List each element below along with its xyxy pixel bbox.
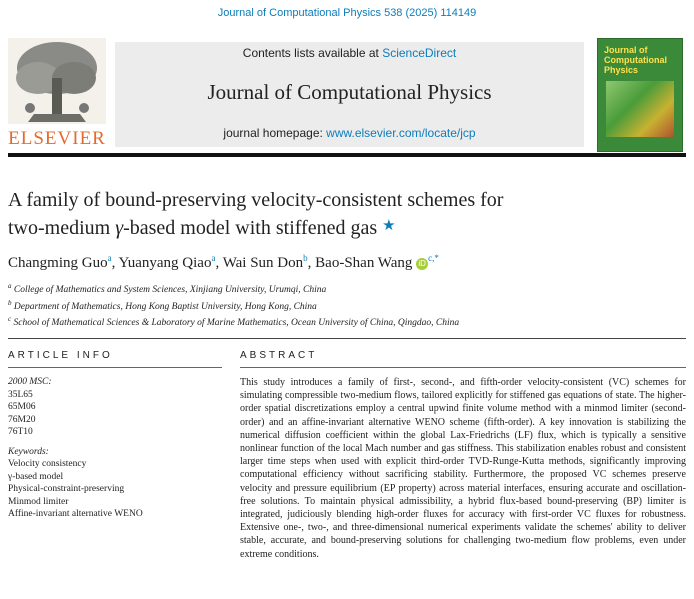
keyword: γ-based model [8, 471, 64, 482]
affiliation-mark: a [8, 282, 12, 290]
author-affil-mark[interactable]: c,* [428, 253, 439, 263]
journal-cover-image[interactable] [597, 38, 683, 152]
article-info-panel [8, 376, 222, 521]
affiliation-text: School of Mathematical Sciences & Laboratory of Marine Mathematics, Ocean University of China, Qingdao, China [13, 318, 460, 329]
keyword: Affine-invariant alternative WENO [8, 509, 143, 519]
journal-title: Journal of Computational Physics [207, 80, 492, 104]
homepage-line [115, 126, 584, 140]
affiliation-mark: b [8, 298, 12, 307]
abstract-text: This study introduces a family of first-, second-, and fifth-order velocity-consistent (VC) schemes for simulating compressible two-medium flows, tailored explicitly for stiffened gas equations of state. The higher-order spatial discretizations employ a central upwind finite volume method with a minmod limiter (second-order) and an affine-invariant alternative WENO scheme (fifth-order). A key innovation is stabilizing the numerical diffusion coefficient within the global Lax-Friedrichs (LF) flux, which is typically a sensitive nonlinear function of the local Mach number and gas stiffness. This stabilization enables robust and consistent larger time steps when used with explicit third-order TVD-Runge-Kutta methods, significantly improving computational efficiency without sacrificing stability. Furthermore, the proposed VC schemes preserve velocity and pressure equilibrium (EP property) across material interfaces, ensuring accurate and oscillation-free solutions. To maintain physical admissibility, a hybrid flux-based bound-preserving (BP) limiter is integrated, judiciously blending high-order fluxes for accuracy with first-order VC fluxes for robustness. Extensive one-, two-, and three-dimensional numerical experiments validate the schemes' ability to deliver stable, accurate, and bound-preserving solutions for challenging two-medium flow problems, even under extreme conditions. [240, 377, 686, 560]
msc-label: 2000 MSC: [8, 377, 52, 387]
contents-line [115, 46, 584, 60]
orcid-icon[interactable]: iD [416, 258, 428, 270]
header-divider [8, 153, 686, 157]
cover-artwork [606, 81, 674, 137]
keyword: Velocity consistency [8, 459, 87, 469]
keywords-label: Keywords: [8, 446, 49, 457]
author-name[interactable]: Bao-Shan Wang [315, 255, 413, 271]
author-name[interactable]: Wai Sun Don [222, 255, 304, 271]
title-gamma: γ [115, 217, 124, 239]
author-affil-mark[interactable]: a [211, 253, 216, 263]
affiliation-text: College of Mathematics and System Sciences, Xinjiang University, Urumqi, China [13, 285, 327, 296]
title-line-2-pre: two-medium [8, 217, 116, 239]
author-name[interactable]: Changming Guo [8, 255, 108, 271]
sciencedirect-link[interactable]: ScienceDirect [382, 46, 457, 60]
affiliation-item [8, 313, 668, 330]
title-footnote-star[interactable]: ★ [382, 218, 396, 234]
affiliation-mark: c [8, 315, 12, 324]
affiliation-item [8, 280, 668, 297]
title-line-1: A family of bound-preserving velocity-consistent schemes for [8, 189, 504, 211]
msc-code: 76M20 [8, 414, 36, 425]
title-line-2-post: -based model with stiffened gas [123, 217, 378, 239]
homepage-link[interactable]: www.elsevier.com/locate/jcp [326, 126, 476, 140]
affiliations [8, 280, 668, 330]
msc-code: 35L65 [8, 389, 33, 400]
article-title [8, 187, 668, 241]
elsevier-wordmark: ELSEVIER [8, 128, 106, 149]
author-list: Changming Guo$^a$, Yuanyang Qiao$^a$, Wai Sun Don$^b$, Bao-Shan Wang $iD^{c,*}$ [8, 253, 439, 271]
author-affil-mark[interactable]: b [303, 253, 308, 263]
author-affil-mark[interactable]: a [107, 253, 112, 263]
msc-code: 76T10 [8, 427, 33, 437]
abstract-divider [240, 367, 686, 368]
affiliation-item [8, 297, 668, 314]
article-info-divider [8, 367, 222, 368]
msc-code: 65M06 [8, 402, 36, 412]
author-name[interactable]: Yuanyang Qiao [118, 255, 212, 271]
journal-citation[interactable]: Journal of Computational Physics 538 (2025) 114149 [217, 7, 477, 19]
homepage-prefix: journal homepage: [223, 126, 327, 140]
contents-prefix: Contents lists available at [242, 46, 383, 60]
affiliation-text: Department of Mathematics, Hong Kong Baptist University, Hong Kong, China [13, 301, 317, 312]
article-info-heading: ARTICLE INFO [8, 350, 113, 361]
section-divider [8, 338, 686, 339]
abstract-heading: ABSTRACT [240, 350, 318, 361]
cover-title: Journal of Computational Physics [604, 45, 667, 75]
keyword: Minmod limiter [8, 496, 69, 507]
keyword: Physical-constraint-preserving [8, 484, 125, 494]
